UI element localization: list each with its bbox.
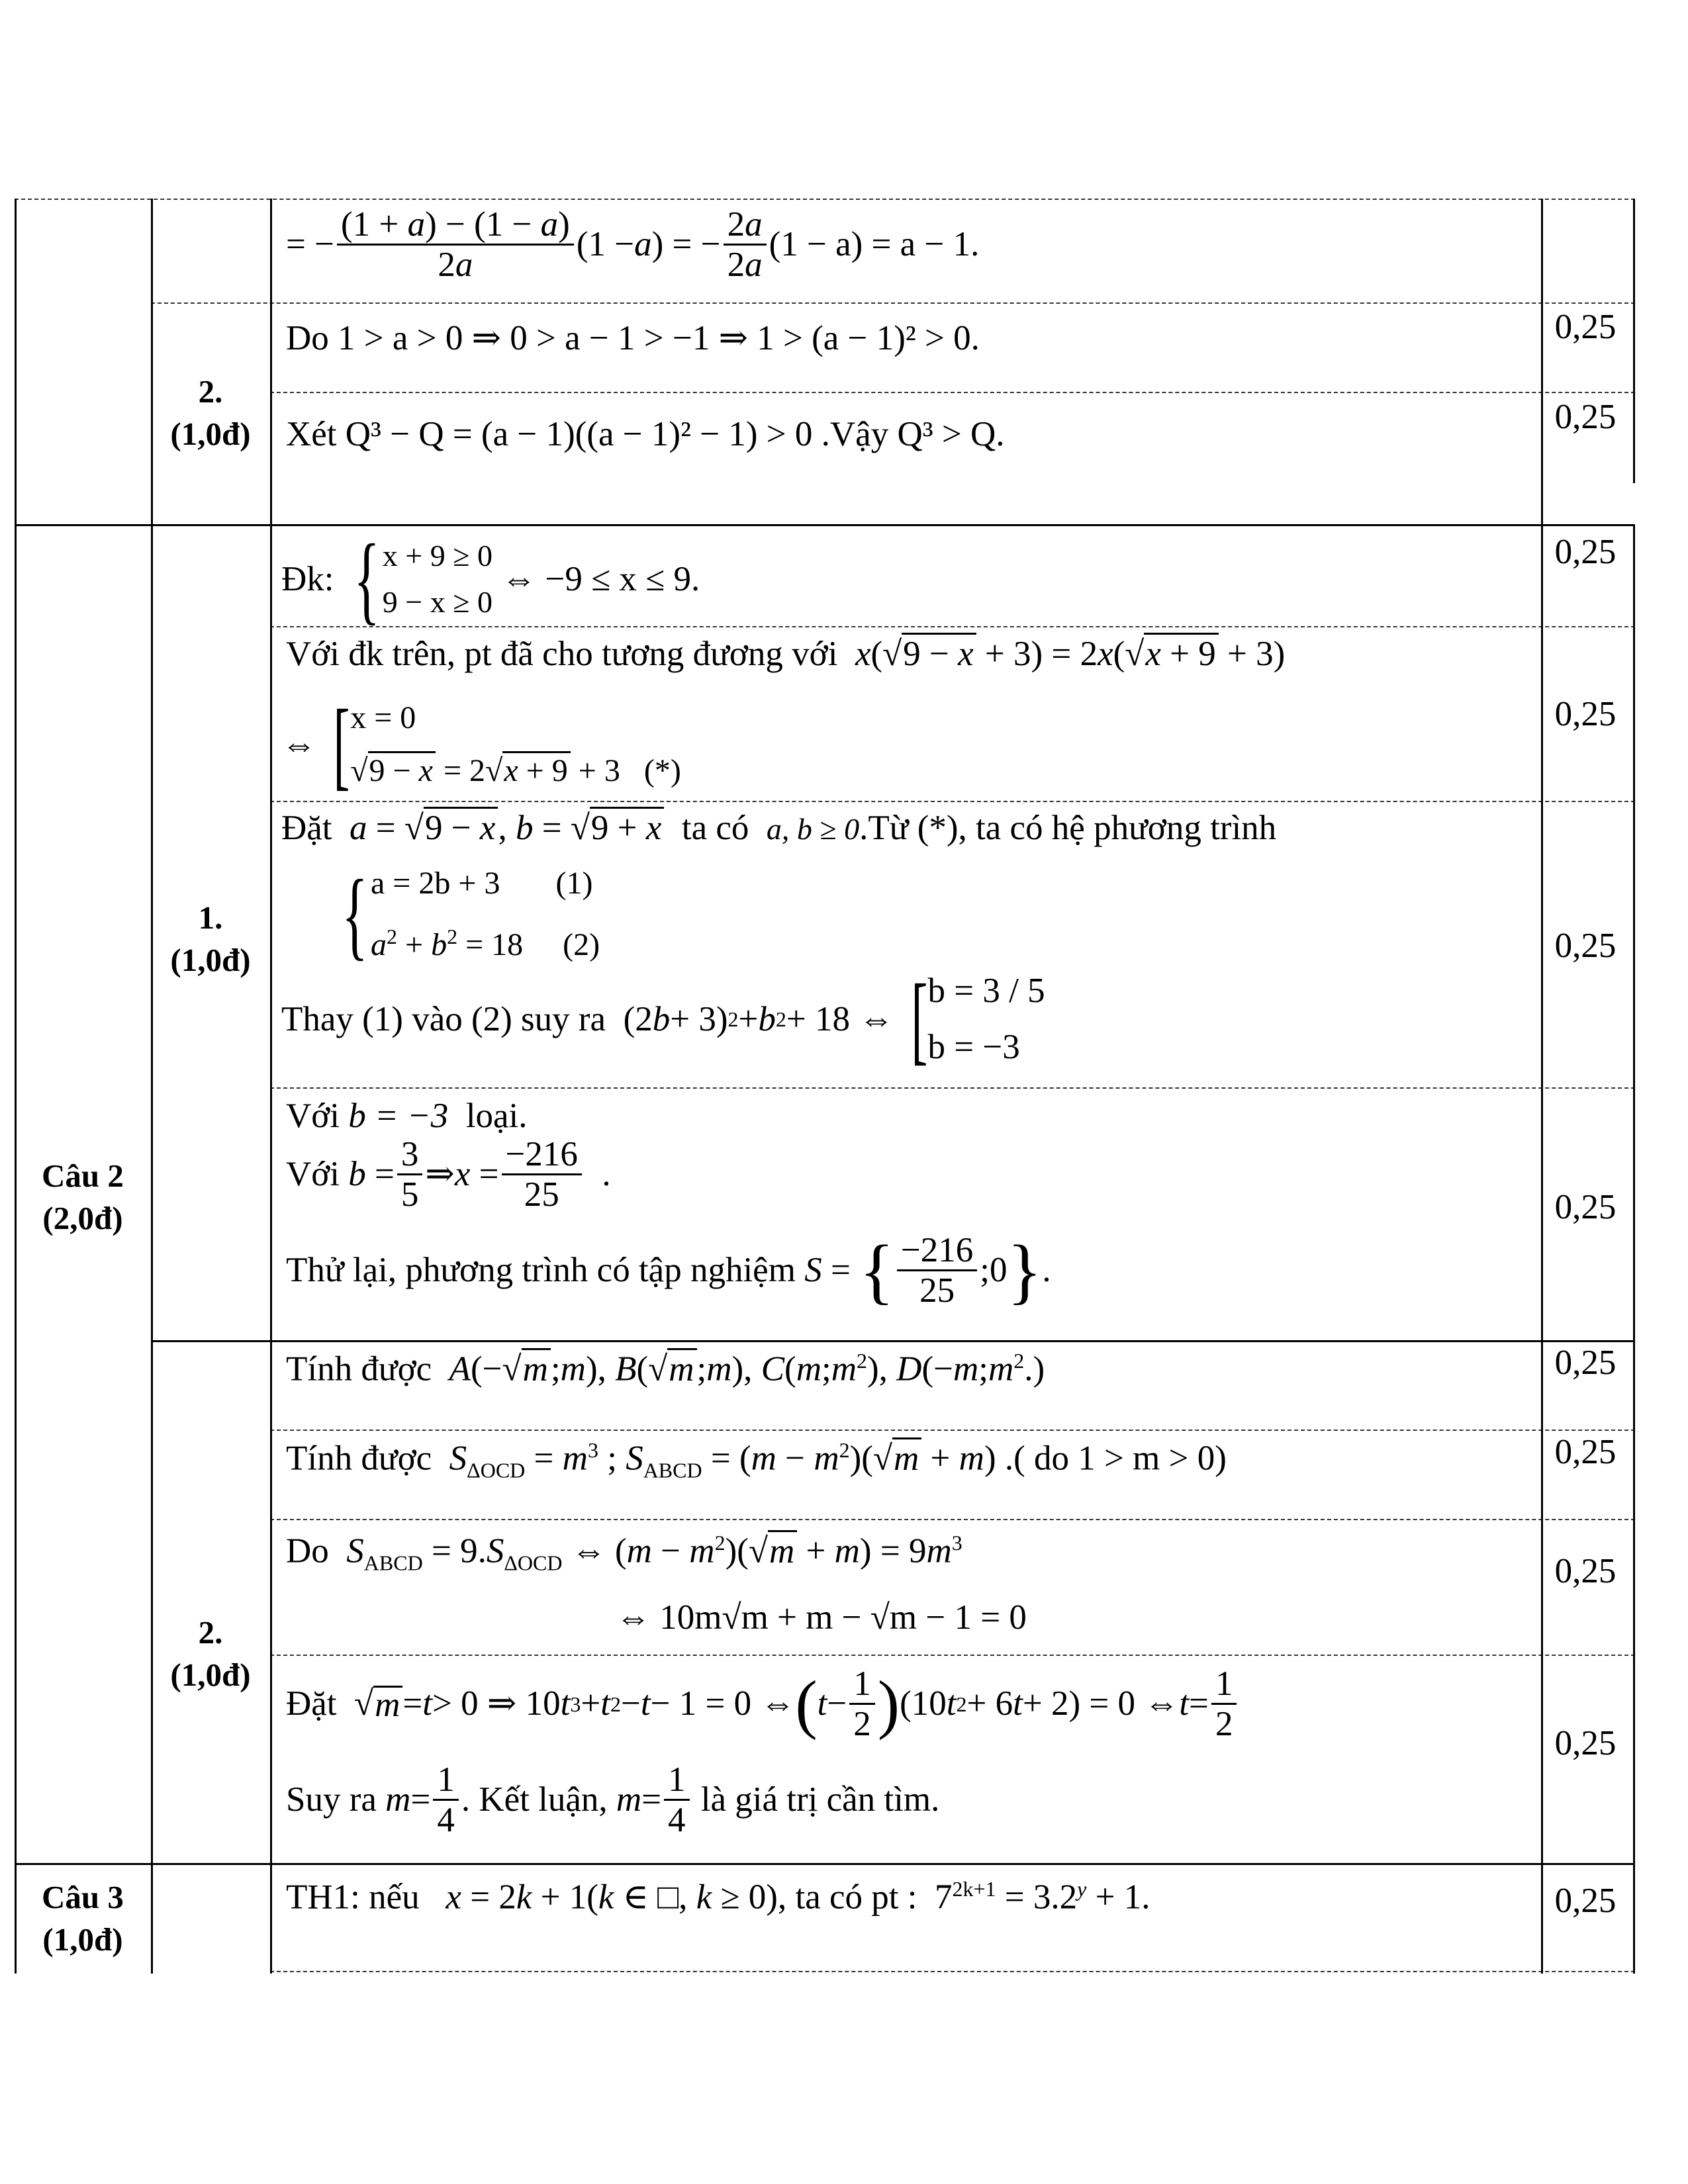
question-points: (1,0đ) — [42, 1921, 123, 1958]
score: 0,25 — [1554, 1433, 1617, 1471]
score: 0,25 — [1554, 308, 1617, 346]
row-text: Tính được — [286, 1439, 432, 1478]
part-points: (1,0đ) — [170, 416, 251, 452]
row-text: Tính được — [286, 1349, 432, 1388]
fraction-denominator: 2 — [853, 1705, 871, 1744]
equation-tag: (*) — [643, 753, 681, 788]
row-text: Với đk trên, pt đã cho tương đương với — [286, 635, 838, 673]
substitution-row: Đặt a = √9 − x, b = √9 + x ta có a, b ≥ 0.Từ (*), ta có hệ phương trình — [281, 811, 1276, 846]
equation-tag: (1) — [555, 866, 593, 901]
bracket-icon: [ — [911, 964, 928, 1074]
row-text: loại. — [465, 1097, 528, 1135]
row-text: ta có — [681, 809, 749, 847]
fraction-numerator: 1 — [849, 1664, 875, 1705]
col-border — [270, 199, 272, 1974]
fraction-denominator: 25 — [919, 1271, 955, 1310]
formula-row-2 — [286, 321, 980, 356]
row-mid-text: .Vậy — [821, 415, 889, 453]
fraction-numerator: 3 — [397, 1135, 423, 1175]
solution-line: b = 3 / 5 — [927, 972, 1045, 1010]
cubic-row: Đặt √ m = t > 0 ⇒ 10 t 3 + t 2 − t − 1 = 0 ⇔ ( t − $\frac{1}{2}$ ) (10 t 2 + 6 t + 2) = 0 ⇔ t = $\frac{1}{2}$ — [286, 1664, 1239, 1744]
row-conclusion: Q³ > Q. — [897, 415, 1005, 453]
score: 0,25 — [1554, 533, 1617, 571]
row-text: . Kết luận, — [461, 1780, 608, 1819]
row-prefix: Xét — [286, 415, 337, 453]
section-divider — [15, 1863, 1635, 1865]
row-text: .Từ (*), ta có hệ phương trình — [859, 809, 1277, 847]
row-note: .( do 1 > m > 0) — [1004, 1439, 1227, 1478]
fraction-denominator: 5 — [400, 1175, 419, 1214]
equation: a = 2b + 3 — [371, 866, 500, 901]
fraction-denominator: 4 — [437, 1801, 455, 1840]
formula-tail: (1 − a) = a − 1. — [769, 225, 980, 264]
equation-row-2: ⇔ 10m√m + m − √m − 1 = 0 — [616, 1598, 1027, 1637]
case-reject-row — [286, 1099, 528, 1134]
question-title: Câu 3 — [42, 1879, 124, 1915]
case-accept-row: Với b = $\frac{3}{5}$ ⇒ x = $\frac{-216}{25}$ . — [286, 1135, 611, 1214]
col-border — [1541, 199, 1543, 1974]
brace-icon: { — [353, 524, 380, 634]
score: 0,25 — [1554, 695, 1617, 733]
row-text: Đặt — [286, 1684, 337, 1723]
row-prefix: Đk: — [281, 559, 334, 598]
area-row: Tính được $S_{\Delta OCD} = m^3$ ; $S_{ABCD} = (m - m^2)(√m + m)$ .( do 1 > m > 0) — [286, 1438, 1227, 1482]
row-text: là giá trị cần tìm. — [700, 1780, 940, 1819]
part-points: (1,0đ) — [170, 1657, 251, 1693]
formula-row-3 — [286, 417, 1005, 452]
row-divider — [270, 1519, 1635, 1520]
row-text: Suy ra — [286, 1780, 377, 1819]
case-th1-row: TH1: nếu x = 2k + 1(k ∈ □, k ≥ 0), ta có pt : $7^{2k+1} = 3.2^y + 1$. — [286, 1877, 1150, 1917]
row-divider — [270, 1655, 1635, 1656]
formula-row-1: = − $\frac{(1 + a) - (1 - a)}{2a}$ (1 − a ) = − $\frac{2a}{2a}$ (1 − a) = a − 1. — [286, 205, 980, 285]
part-label — [151, 1612, 270, 1696]
fraction-numerator: 1 — [664, 1760, 690, 1801]
fraction-numerator: 1 — [433, 1760, 459, 1801]
question-label — [17, 1876, 149, 1961]
equation-row: Do $S_{ABCD} = 9.S_{\Delta OCD}$ ⇔ $(m - m^2)(√m + m) = 9m^3$ — [286, 1531, 962, 1575]
score: 0,25 — [1554, 1343, 1617, 1382]
part-divider — [151, 1340, 1635, 1342]
part-number: 2. — [198, 1614, 223, 1651]
solution-row: Thay (1) vào (2) suy ra (2 b + 3) 2 + b 2 + 18 ⇔ [ b = 3 / 5 b = −3 — [281, 964, 1045, 1074]
row-divider — [270, 1087, 1635, 1089]
bottom-divider — [270, 1971, 1635, 1972]
fraction-denominator: 2 — [1215, 1705, 1233, 1744]
col-border — [15, 199, 17, 1974]
part-points: (1,0đ) — [170, 942, 251, 978]
set-tail: ;0 — [980, 1251, 1008, 1290]
case-block: ⇔ [ x = 0 √9 − x = 2√x + 9 + 3 (*) — [281, 690, 681, 799]
system-block — [331, 857, 600, 972]
system-line — [371, 857, 600, 910]
part-label — [151, 897, 270, 981]
row-formula: 1 > a > 0 ⇒ 0 > a − 1 > −1 ⇒ 1 > (a − 1)² > 0. — [338, 319, 980, 357]
fraction-denominator: 25 — [524, 1175, 559, 1214]
coordinates-row: Tính được A(−√m;m), B(√m;m), $C(m;m^2)$, $D(-m;m^2.)$ — [286, 1349, 1045, 1388]
row-prefix: Do — [286, 319, 329, 357]
row-divider — [270, 392, 1635, 393]
solution-set-row: Thử lại, phương trình có tập nghiệm S = { $\frac{-216}{25}$ ;0 } . — [286, 1230, 1051, 1311]
equivalent-row: Với đk trên, pt đã cho tương đương với x(√9 − x + 3) = 2x(√x + 9 + 3) — [286, 637, 1285, 672]
question-points: (2,0đ) — [42, 1200, 123, 1236]
col-border — [151, 199, 153, 1974]
case-line: x = 0 — [350, 700, 416, 735]
row-prefix: TH1: nếu — [286, 1878, 420, 1917]
row-result: ⇔ −9 ≤ x ≤ 9. — [501, 559, 700, 598]
fraction-denominator: 4 — [668, 1801, 686, 1840]
fraction-numerator: −216 — [502, 1135, 582, 1175]
part-number: 2. — [198, 373, 223, 410]
row-text: , ta có pt : — [777, 1878, 917, 1917]
fraction-numerator: 1 — [1211, 1664, 1237, 1705]
row-text: Đặt — [281, 809, 332, 847]
score: 0,25 — [1554, 1724, 1617, 1762]
question-title: Câu 2 — [42, 1158, 124, 1194]
solution-line: b = −3 — [927, 1028, 1020, 1066]
row-text: Với — [286, 1097, 340, 1135]
score: 0,25 — [1554, 398, 1617, 436]
row-condition: a, b ≥ 0 — [766, 812, 860, 846]
section-divider — [15, 524, 1635, 526]
row-text: Với — [286, 1155, 340, 1194]
condition-row — [281, 524, 700, 634]
bracket-icon: [ — [333, 690, 350, 799]
system-line: $a^2 + b^2 = 18$ (2) — [371, 925, 600, 962]
equation-tag: (2) — [563, 927, 600, 962]
system-line: 9 − x ≥ 0 — [382, 585, 492, 619]
question-label — [17, 1155, 149, 1240]
conclusion-row: Suy ra m = $\frac{1}{4}$ . Kết luận, m = $\frac{1}{4}$ là giá trị cần tìm. — [286, 1760, 940, 1840]
fraction-numerator: −216 — [897, 1231, 977, 1271]
system-line: x + 9 ≥ 0 — [382, 539, 492, 572]
brace-icon: { — [342, 859, 368, 970]
part-label — [151, 371, 270, 455]
row-text: Do — [286, 1531, 329, 1570]
row-text: Thử lại, phương trình có tập nghiệm — [286, 1251, 796, 1290]
part-number: 1. — [198, 899, 223, 936]
case-line: √9 − x = 2√x + 9 + 3 (*) — [350, 745, 681, 797]
row-divider — [270, 801, 1635, 802]
score: 0,25 — [1554, 1188, 1617, 1226]
row-value: b = −3 — [348, 1097, 449, 1135]
score: 0,25 — [1554, 1882, 1617, 1920]
score: 0,25 — [1554, 1552, 1617, 1590]
row-divider — [151, 302, 1635, 304]
row-formula: Q³ − Q = (a − 1)((a − 1)² − 1) > 0 — [345, 415, 813, 453]
top-border — [15, 199, 1635, 200]
row-divider — [270, 1430, 1635, 1431]
score: 0,25 — [1554, 927, 1617, 965]
row-text: Thay (1) vào (2) suy ra — [281, 999, 606, 1038]
